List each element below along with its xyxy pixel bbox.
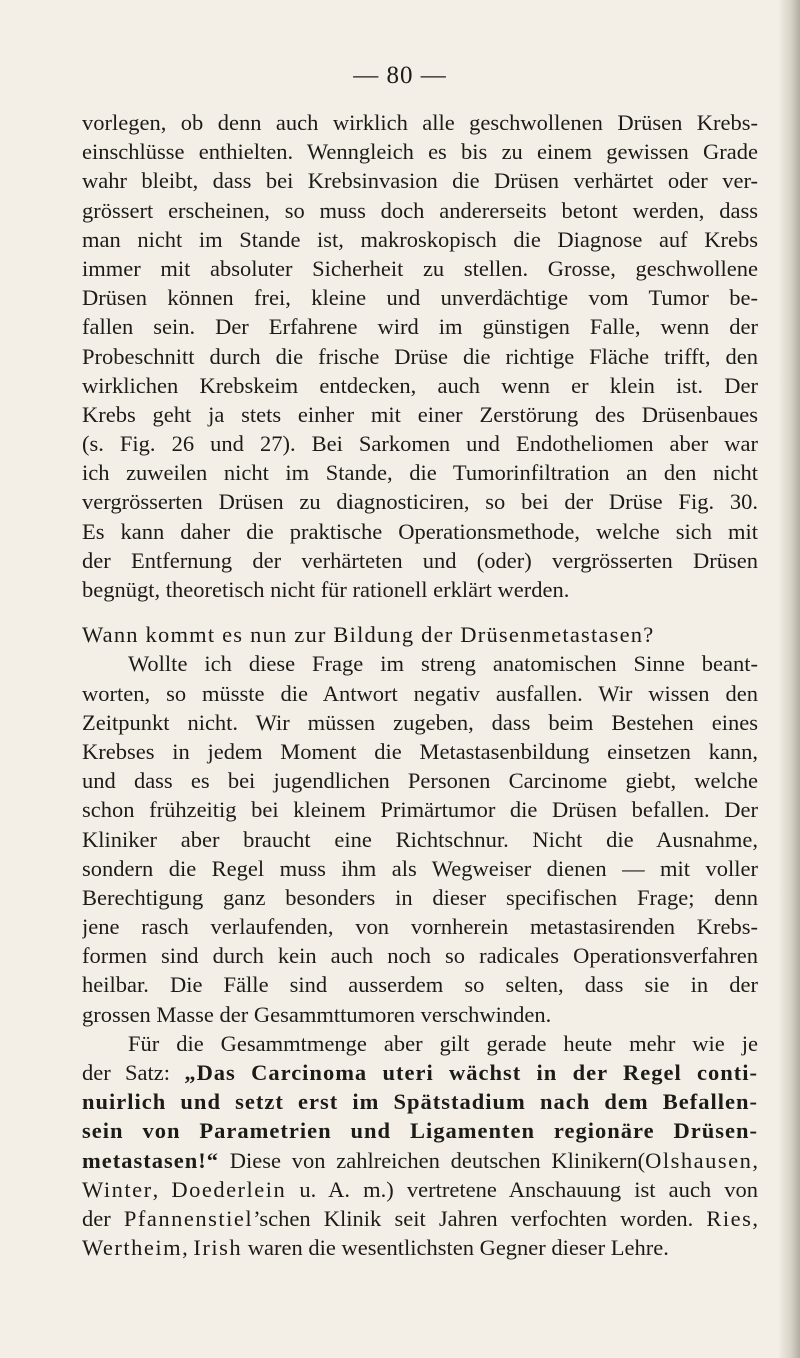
emphasized-line: sein von Parametrien und Ligamenten regionäre Drüsen- <box>82 1118 758 1144</box>
text-line: (s. Fig. 26 und 27). Bei Sarkomen und Endotheliomen aber war <box>82 431 758 457</box>
text-line: Krebses in jedem Moment die Metastasenbildung einsetzen kann, <box>82 738 758 764</box>
section-gap <box>82 604 758 620</box>
paragraph-2 <box>82 649 758 1028</box>
text-fragment: waren die wesentlichsten Gegner dieser Lehre. <box>242 1235 669 1261</box>
author-name: Ries <box>706 1205 753 1231</box>
text-line: vorlegen, ob denn auch wirklich alle geschwollenen Drüsen Krebs- <box>82 110 758 135</box>
page-edge-shadow <box>778 0 800 1358</box>
emphasized-text: „Das Carcinoma uteri wächst in der Regel conti- <box>184 1060 758 1085</box>
text-line: jene rasch verlaufenden, von vornherein metastasirenden Krebs- <box>82 914 758 940</box>
author-name: Pfannenstiel <box>123 1205 254 1231</box>
text-line: der Entfernung der verhärteten und (oder) vergrösserten Drüsen <box>82 547 758 573</box>
text-line <box>82 1146 758 1175</box>
author-name: Irish <box>193 1235 243 1261</box>
text-line: worten, so müsste die Antwort negativ ausfallen. Wir wissen den <box>82 680 758 706</box>
text-line: formen sind durch kein auch noch so radicales Operationsverfahren <box>82 943 758 969</box>
text-line: vergrösserten Drüsen zu diagnosticiren, so bei der Drüse Fig. 30. <box>82 489 758 515</box>
text-line: grössert erscheinen, so muss doch andererseits betont werden, dass <box>82 197 758 223</box>
text-line: Krebs geht ja stets einher mit einer Zerstörung des Drüsenbaues <box>82 401 758 427</box>
text-line <box>82 1204 758 1233</box>
text-fragment: Diese von zahlreichen deutschen Klinikern( <box>218 1147 646 1173</box>
text-line: Probeschnitt durch die frische Drüse die richtige Fläche trifft, den <box>82 343 758 369</box>
author-name: Olshausen <box>645 1147 753 1173</box>
text-line: wirklichen Krebskeim entdecken, auch wenn er klein ist. Der <box>82 372 758 398</box>
text-fragment: , <box>752 1147 758 1173</box>
text-line: wahr bleibt, dass bei Krebsinvasion die Drüsen verhärtet oder ver- <box>82 168 758 194</box>
text-line: sondern die Regel muss ihm als Wegweiser dienen — mit voller <box>82 855 758 881</box>
text-line <box>82 1175 758 1204</box>
text-fragment: u. A. m.) vertretene Anschauung ist auch von <box>286 1176 758 1202</box>
text-line: grossen Masse der Gesammttumoren verschwinden. <box>82 1001 552 1027</box>
text-line <box>82 1233 758 1262</box>
text-line: Für die Gesammtmenge aber gilt gerade heute mehr wie je <box>128 1030 758 1056</box>
text-line: immer mit absoluter Sicherheit zu stellen. Grosse, geschwollene <box>82 255 758 281</box>
text-line: ich zuweilen nicht im Stande, die Tumorinfiltration an den nicht <box>82 460 758 486</box>
text-fragment: , <box>182 1235 194 1261</box>
text-line: fallen sein. Der Erfahrene wird im günstigen Falle, wenn der <box>82 314 758 340</box>
text-fragment: der Satz: <box>82 1060 185 1085</box>
text-line: Berechtigung ganz besonders in dieser specifischen Frage; denn <box>82 884 758 910</box>
text-line: Drüsen können frei, kleine und unverdächtige vom Tumor be- <box>82 285 758 311</box>
body-text <box>82 108 758 1262</box>
author-name: Winter <box>82 1176 153 1202</box>
paragraph-3 <box>82 1029 758 1263</box>
page-number: — 80 — <box>353 62 447 89</box>
text-line: Wollte ich diese Frage im streng anatomischen Sinne beant- <box>128 651 758 677</box>
text-line: heilbar. Die Fälle sind ausserdem so selten, dass sie in der <box>82 972 758 998</box>
paragraph-1 <box>82 108 758 604</box>
emphasized-text: metastasen!“ <box>82 1147 219 1173</box>
text-line <box>82 1058 758 1087</box>
text-fragment: der <box>82 1205 124 1231</box>
text-line: schon frühzeitig bei kleinem Primärtumor die Drüsen befallen. Der <box>82 797 758 823</box>
emphasized-line: nuirlich und setzt erst im Spätstadium nach dem Befallen- <box>82 1089 758 1115</box>
section-heading: Wann kommt es nun zur Bildung der Drüsenmetastasen? <box>82 622 655 648</box>
text-line: Zeitpunkt nicht. Wir müssen zugeben, dass beim Bestehen eines <box>82 709 758 735</box>
text-line: einschlüsse enthielten. Wenngleich es bis zu einem gewissen Grade <box>82 139 758 165</box>
text-line: Es kann daher die praktische Operationsmethode, welche sich mit <box>82 518 758 544</box>
text-fragment: , <box>152 1176 172 1202</box>
author-name: Doederlein <box>171 1176 287 1202</box>
text-line: Kliniker aber braucht eine Richtschnur. Nicht die Ausnahme, <box>82 826 758 852</box>
text-fragment: ’schen Klinik seit Jahren verfochten worden. <box>253 1205 707 1231</box>
author-name: Wertheim <box>82 1235 183 1261</box>
text-line: und dass es bei jugendlichen Personen Carcinome giebt, welche <box>82 768 758 794</box>
text-line: man nicht im Stande ist, makroskopisch die Diagnose auf Krebs <box>82 226 758 252</box>
text-line: begnügt, theoretisch nicht für rationell erklärt werden. <box>82 577 570 602</box>
text-fragment: , <box>752 1205 758 1231</box>
